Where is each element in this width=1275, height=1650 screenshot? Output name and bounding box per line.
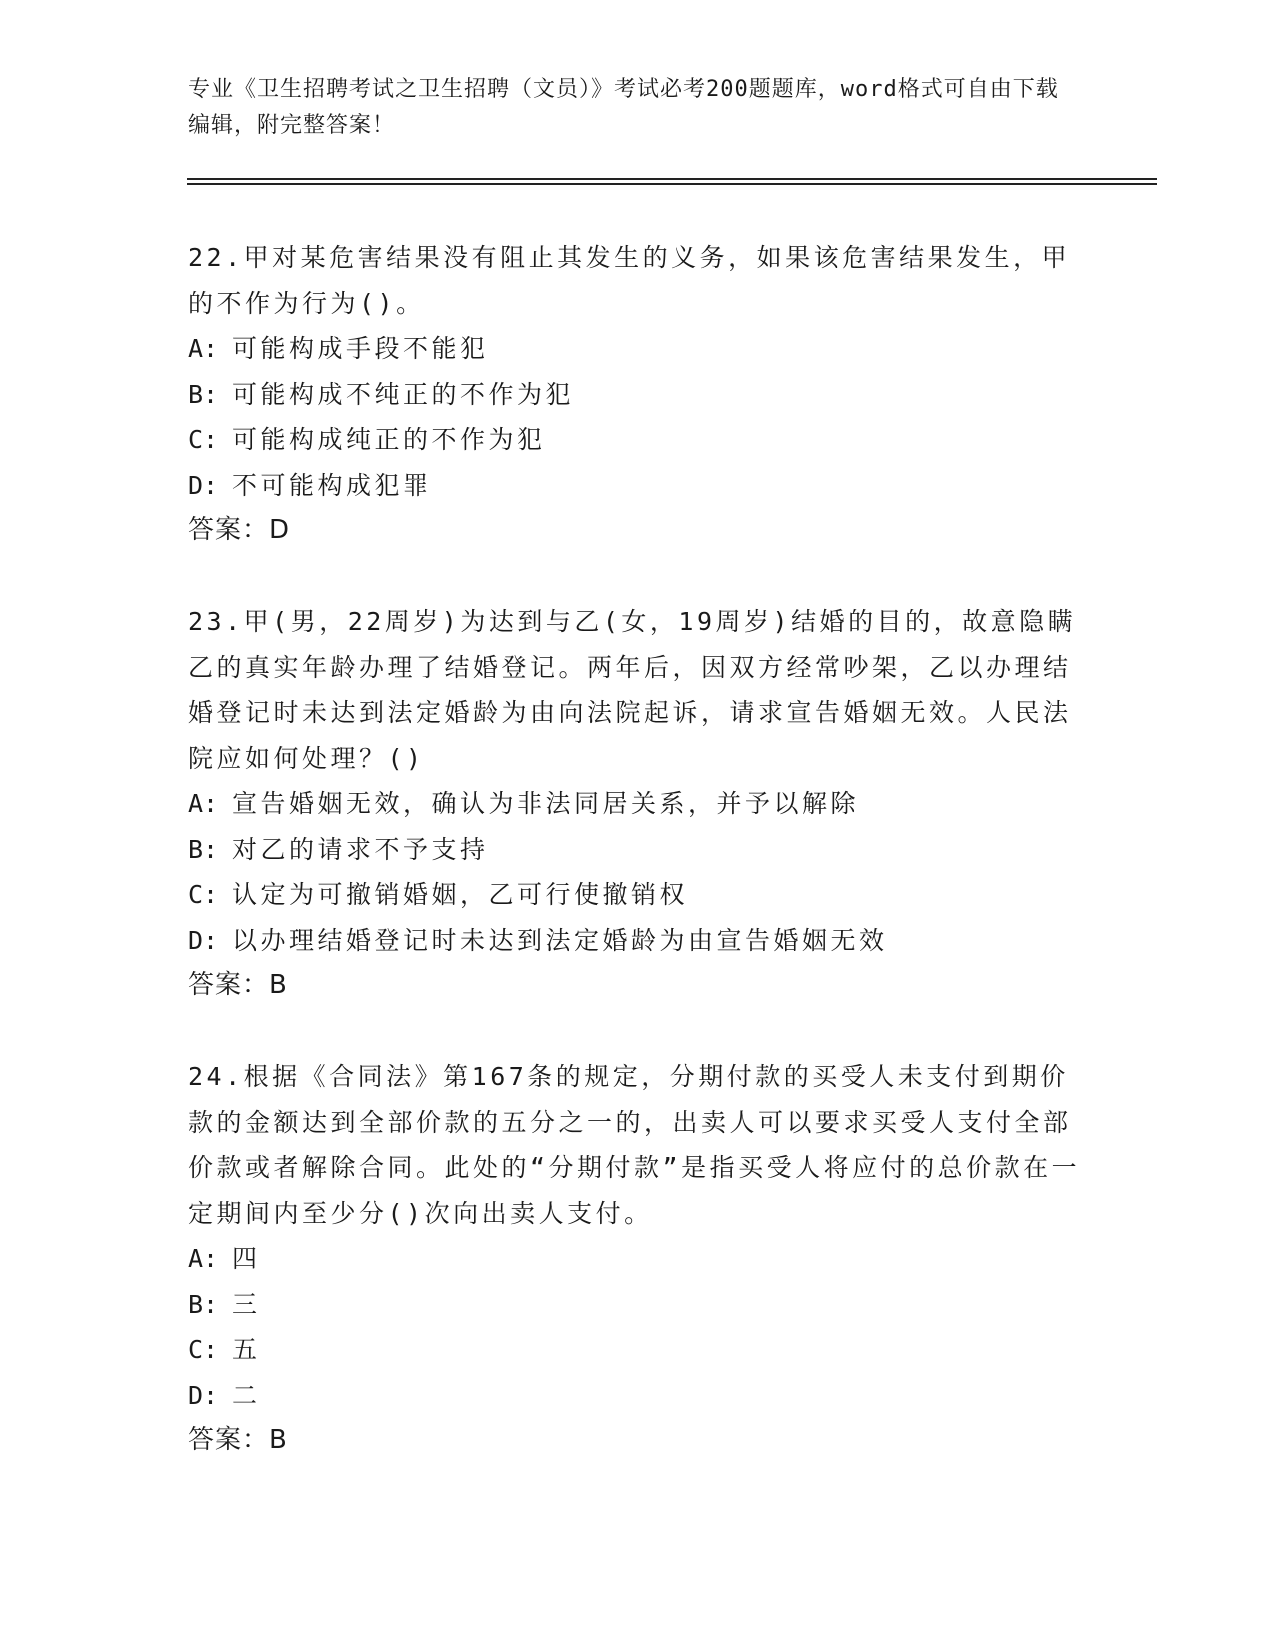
option-letter: D: [188,925,219,955]
option-letter: A: [188,789,219,818]
option-text: 不可能构成犯罪 [232,470,432,500]
option-letter: C: [188,1335,219,1364]
option-d [188,1373,1088,1419]
option-text: 可能构成纯正的不作为犯 [232,425,546,454]
option-c [188,872,1088,918]
option-text: 认定为可撤销婚姻，乙可行使撤销权 [232,880,689,909]
option-letter: D: [188,470,219,500]
option-letter: A: [188,1244,219,1273]
option-letter: B: [188,834,219,864]
option-b [188,1282,1088,1328]
header-divider-top [187,178,1157,180]
question-22 [188,235,1088,554]
option-letter: C: [188,880,219,909]
option-letter: B: [188,379,219,409]
option-text: 三 [232,1289,261,1319]
option-a [188,781,1088,827]
answer-line: 答案：B [188,1425,288,1455]
option-d [188,463,1088,509]
option-letter: C: [188,425,219,454]
option-c [188,1327,1088,1373]
option-text: 五 [232,1335,261,1364]
question-stem: 23.甲(男，22周岁)为达到与乙(女，19周岁)结婚的目的，故意隐瞒乙的真实年龄办理了结婚登记。两年后，因双方经常吵架，乙以办理结婚登记时未达到法定婚龄为由向法院起诉，请求宣告婚姻无效。人民法院应如何处理？() [188,607,1077,773]
option-d [188,918,1088,964]
option-text: 以办理结婚登记时未达到法定婚龄为由宣告婚姻无效 [232,925,888,955]
answer-line: 答案：B [188,970,288,1000]
option-text: 可能构成手段不能犯 [232,334,489,363]
option-text: 四 [232,1244,261,1273]
option-b [188,827,1088,873]
question-23 [188,599,1088,1009]
option-a [188,326,1088,372]
option-letter: D: [188,1380,219,1410]
option-letter: B: [188,1289,219,1319]
document-header: 专业《卫生招聘考试之卫生招聘（文员）》考试必考200题题库，word格式可自由下载编辑，附完整答案！ [188,77,1059,138]
question-stem: 22.甲对某危害结果没有阻止其发生的义务，如果该危害结果发生，甲的不作为行为()。 [188,243,1071,318]
question-24 [188,1054,1088,1464]
answer-line: 答案：D [188,515,291,545]
option-a [188,1236,1088,1282]
option-b [188,372,1088,418]
option-c [188,417,1088,463]
option-text: 宣告婚姻无效，确认为非法同居关系，并予以解除 [232,789,860,818]
question-stem: 24.根据《合同法》第167条的规定，分期付款的买受人未支付到期价款的金额达到全部价款的五分之一的，出卖人可以要求买受人支付全部价款或者解除合同。此处的“分期付款”是指买受人将应付的总价款在一定期间内至少分()次向出卖人支付。 [188,1062,1081,1228]
option-letter: A: [188,334,219,363]
option-text: 对乙的请求不予支持 [232,834,489,864]
option-text: 可能构成不纯正的不作为犯 [232,379,575,409]
header-divider-bottom [187,183,1157,185]
option-text: 二 [232,1380,261,1410]
